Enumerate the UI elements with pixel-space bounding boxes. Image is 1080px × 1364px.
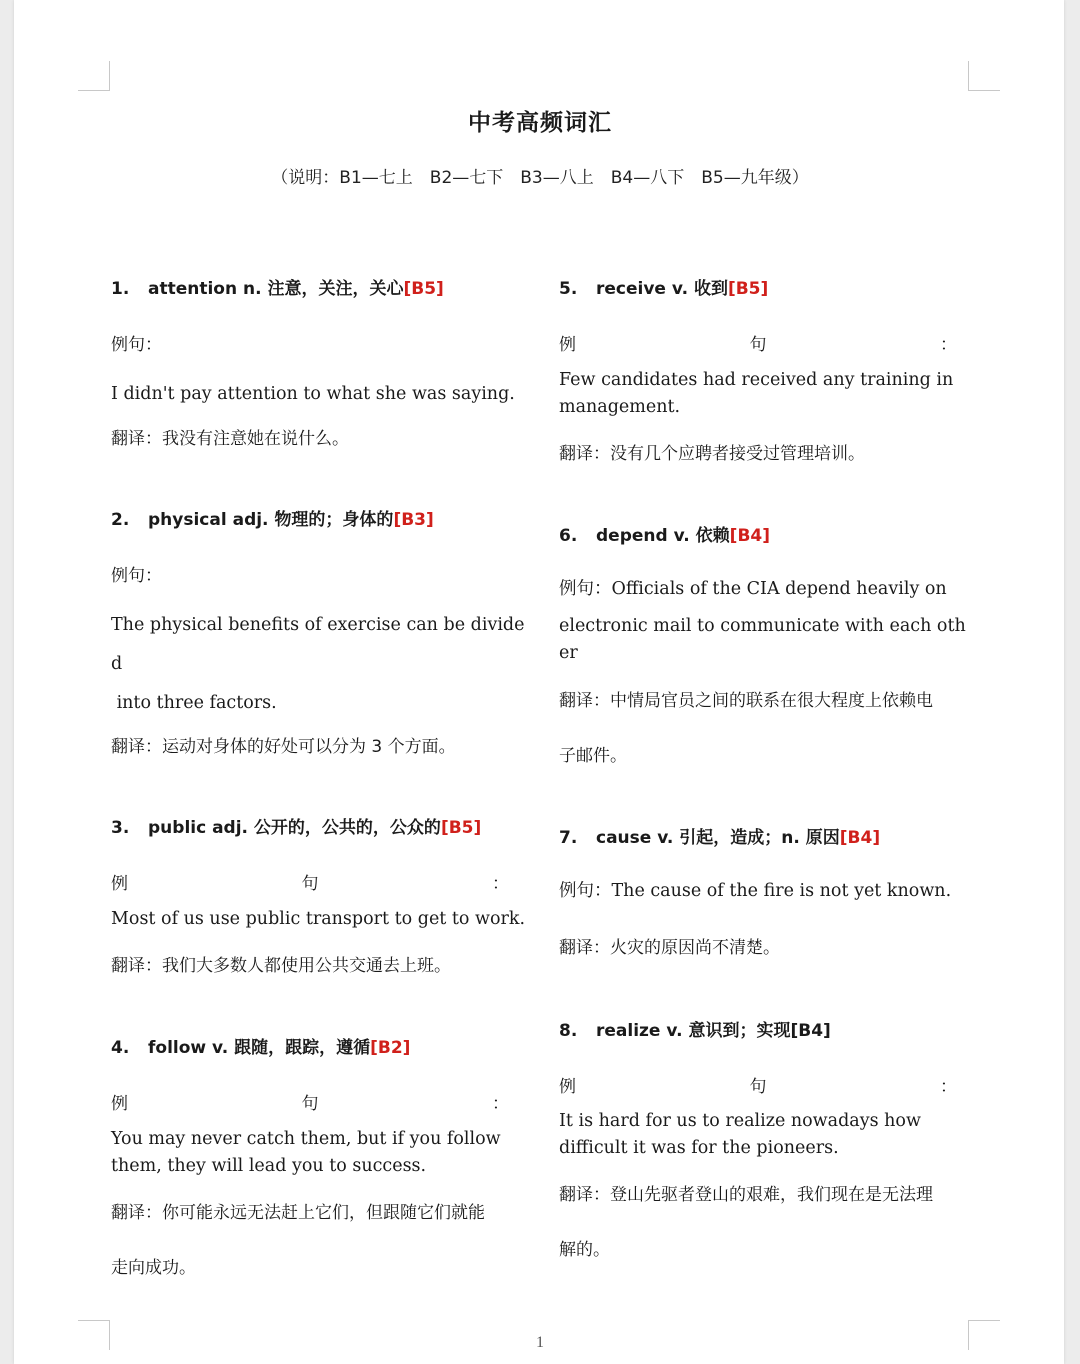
translation-line-1: 翻译：登山先驱者登山的艰难，我们现在是无法理 xyxy=(559,1185,933,1205)
entry-number: 5. xyxy=(559,279,578,299)
grade-tag: [B5] xyxy=(440,818,482,838)
label-char: 句 xyxy=(749,335,767,355)
entry-number: 3. xyxy=(111,818,130,838)
page-number: 1 xyxy=(536,1334,544,1351)
label-colon: ： xyxy=(940,1077,957,1097)
example-sentence: You may never catch them, but if you follow them, they will lead you to success. xyxy=(111,1129,501,1176)
entry-number: 1. xyxy=(111,279,130,299)
label-colon: ： xyxy=(940,335,957,355)
label-colon: ： xyxy=(492,1094,509,1114)
entry-number: 2. xyxy=(111,510,130,530)
entry-heading xyxy=(559,823,880,848)
translation: 翻译：运动对身体的好处可以分为 3 个方面。 xyxy=(111,737,456,757)
crop-mark-top-left xyxy=(78,61,110,91)
label-char: 句 xyxy=(301,1094,319,1114)
translation: 翻译：火灾的原因尚不清楚。 xyxy=(559,938,780,958)
translation-line-1: 翻译：中情局官员之间的联系在很大程度上依赖电 xyxy=(559,691,933,711)
entry-word: physical adj. 物理的；身体的 xyxy=(148,510,394,530)
entry-word: public adj. 公开的，公共的，公众的 xyxy=(148,818,441,838)
grade-tag: [B2] xyxy=(370,1038,411,1058)
page-subtitle: （说明：B1—七上 B2—七下 B3—八上 B4—八下 B5—九年级） xyxy=(271,168,809,188)
grade-tag: [B3] xyxy=(393,510,434,530)
entry-heading xyxy=(111,274,444,299)
label-colon: ： xyxy=(492,874,509,894)
label-char: 例 xyxy=(111,874,128,894)
entry-heading xyxy=(111,813,481,838)
translation-line-2: 解的。 xyxy=(559,1240,610,1260)
entry-word: realize v. 意识到；实现 xyxy=(596,1021,791,1041)
entry-number: 4. xyxy=(111,1038,130,1058)
example-sentence-line-1: 例句：Officials of the CIA depend heavily on xyxy=(559,579,947,599)
entry-heading xyxy=(559,1016,831,1041)
example-label: 例句： xyxy=(111,566,162,586)
example-sentence-line-2: electronic mail to communicate with each oth xyxy=(559,616,966,636)
example-sentence-line-3: into three factors. xyxy=(111,693,277,713)
crop-mark-top-right xyxy=(968,61,1000,91)
translation: 翻译：我没有注意她在说什么。 xyxy=(111,429,349,449)
entry-heading xyxy=(111,505,434,530)
entry-number: 8. xyxy=(559,1021,578,1041)
entry-heading xyxy=(111,1033,410,1058)
example-label xyxy=(111,1089,509,1114)
grade-tag: [B5] xyxy=(403,279,444,299)
entry-heading xyxy=(559,521,770,546)
example-sentence-line-2: d xyxy=(111,654,123,674)
grade-tag: [B5] xyxy=(727,279,769,299)
example-sentence-line-1: The physical benefits of exercise can be divide xyxy=(111,615,525,635)
label-char: 句 xyxy=(749,1077,767,1097)
label-char: 例 xyxy=(559,1077,576,1097)
grade-tag: [B4] xyxy=(790,1021,831,1041)
entry-heading xyxy=(559,274,768,299)
example-sentence: Most of us use public transport to get to work. xyxy=(111,909,526,929)
grade-tag: [B4] xyxy=(729,526,770,546)
example-label xyxy=(559,1072,957,1097)
example-sentence-line-3: er xyxy=(559,643,578,663)
entry-word: depend v. 依赖 xyxy=(596,526,730,546)
example-label: 例句： xyxy=(111,335,162,355)
entry-word: attention n. 注意，关注，关心 xyxy=(148,279,404,299)
translation-line-2: 走向成功。 xyxy=(111,1258,196,1278)
entry-number: 7. xyxy=(559,828,578,848)
grade-tag: [B4] xyxy=(839,828,881,848)
entry-word: follow v. 跟随，跟踪，遵循 xyxy=(148,1038,371,1058)
entry-word: cause v. 引起，造成；n. 原因 xyxy=(596,828,840,848)
label-char: 句 xyxy=(301,874,319,894)
translation-line-2: 子邮件。 xyxy=(559,746,627,766)
entry-word: receive v. 收到 xyxy=(596,279,728,299)
translation: 翻译：没有几个应聘者接受过管理培训。 xyxy=(559,444,865,464)
example-label xyxy=(111,869,509,894)
entry-number: 6. xyxy=(559,526,578,546)
example-label xyxy=(559,330,957,355)
example-sentence: Few candidates had received any training in management. xyxy=(559,370,954,417)
translation: 翻译：我们大多数人都使用公共交通去上班。 xyxy=(111,956,451,976)
example-sentence: 例句：The cause of the fire is not yet known. xyxy=(559,881,952,901)
example-sentence: I didn't pay attention to what she was saying. xyxy=(111,384,515,404)
translation-line-1: 翻译：你可能永远无法赶上它们，但跟随它们就能 xyxy=(111,1203,485,1223)
example-sentence: It is hard for us to realize nowadays how difficult it was for the pioneers. xyxy=(559,1111,921,1158)
label-char: 例 xyxy=(111,1094,128,1114)
page-title: 中考高频词汇 xyxy=(468,110,612,136)
label-char: 例 xyxy=(559,335,576,355)
